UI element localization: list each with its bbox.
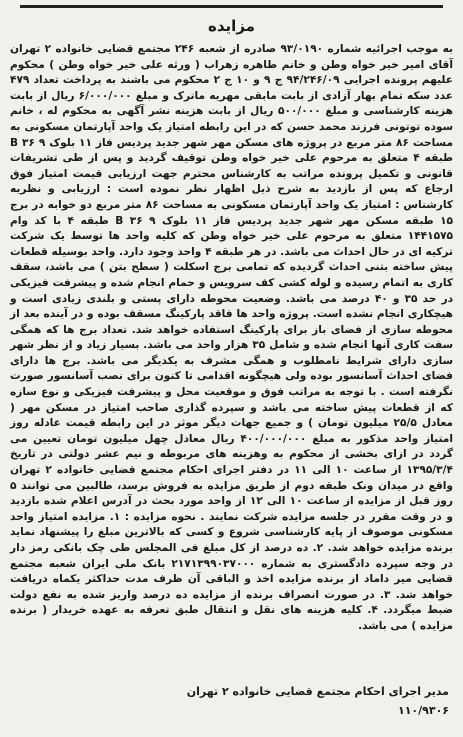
notice-body: به موجب اجرائیه شماره ۹۳/۰۱۹۰ صادره از شعبه ۲۴۶ مجتمع قضایی خانواده ۲ تهران آقای امیر خیر خواه وطن و خانم طاهره زهراب ( ورثه علی خیر خواه وطن ) محکوم علیهم پرونده اجرایی ۹۴/۲۴۶/۰۹ ج ۹ و ۱۰ ج ۲ محکوم می باشند به پرداخت تعداد ۴۷۹ عدد سکه تمام بهار آزادی از بابت مابقی مهریه ماترک و مبلغ ۶/۰۰۰/۰۰۰ ریال از بابت هزینه کارشناسی و مبلغ ۵۰۰/۰۰۰ ریال از بابت هزینه نشر آگهی به محکوم له ، خانم سوده توتونی فرزند محمد حسن که در این رابطه امتیاز یک واحد آپارتمان مسکونی به مساحت ۸۶ متر مربع در پروژه های مسکن مهر شهر جدید پردیس فاز ۱۱ بلوک B ۳۶ ۹ طبقه ۴ متعلق به مرحوم علی خیر خواه وطن توقیف گردید و پس از طی تشریفات قانونی و تکمیل پرونده مراتب به کارشناس محترم جهت ارزیابی قیمت امتیاز فوق ارجاع که پس از بازدید به شرح ذیل اظهار نظر نموده است : ارزیابی و نظریه کارشناس : امتیاز یک واحد آپارتمان مسکونی به مساحت ۸۶ متر مربع دو خوابه در برج ۱۵ طبقه مسکن مهر شهر جدید پردیس فاز ۱۱ بلوک B ۳۶ ۹ طبقه ۴ با کد وام ۱۴۴۱۵۷۵ متعلق به مرحوم علی خیر خواه وطن که کلیه واحد ها توسط یک شرکت ترکیه ای در حال احداث می باشد. در هر طبقه ۴ واحد وجود دارد. واحد بوسیله قطعات پیش ساخته بتنی احداث گردیده که تمامی برج اسکلت ( سطح بتن ) می باشد، سقف کاری به اتمام رسیده و لوله کشی کف سرویس و حمام انجام شده و پیشرفت فیزیکی در حد ۳۵ و ۴۰ درصد می باشد. وضعیت محوطه دارای پستی و بلندی زیادی است و هیچکاری انجام نشده است. پروژه واحد ها فاقد پارکینگ مسقف بوده و در آینده بعد از محوطه سازی از فضای باز برای پارکینگ استفاده خواهد شد. تعداد برج ها که همگی سفت کاری آنها انجام شده و شامل ۳۵ هزار واحد می باشد. بسیار زیاد و از نظر شهر سازی دارای شرایط نامطلوب و همگی مشرف به یکدیگر می باشد. برج ها دارای فضای احداث آسانسور بوده ولی هیچگونه اقدامی تا کنون برای نصب آسانسور صورت نگرفته است . با توجه به مراتب فوق و موقعیت محل و پیشرفت فیزیکی و نوع سازه که از قطعات پیش ساخته می باشد و سپرده گذاری صاحب امتیاز در مسکن مهر ( معادل ۲۵/۵ میلیون تومان ) و جمیع جهات دیگر موثر در این رابطه قیمت عادله روز امتیاز واحد مذکور به مبلغ ۴۰۰/۰۰۰/۰۰۰ ریال معادل چهل میلیون تومان تعیین می گردد در ازای بخشی از محکوم به وهزینه های مربوطه و نیم عشر دولتی در تاریخ ۱۳۹۵/۳/۴ از ساعت ۱۰ الی ۱۱ در دفتر اجرای احکام مجتمع قضایی خانواده ۲ تهران واقع در میدان ونک طبقه دوم از طریق مزایده به فروش برسد، طالبین می توانند ۵ روز قبل از مزایده از ساعت ۱۰ الی ۱۲ از واحد مورد بحث در آدرس اعلام شده بازدید و در وقت مقرر در جلسه مزایده شرکت نمایند . نحوه مزایده : ۱. مزایده امتیاز واحد مسکونی موصوف از پایه کارشناسی شروع و کسی که بالاترین مبلغ را پیشنهاد نماید برنده مزایده خواهد شد. ۲. ده درصد از کل مبلغ فی المجلس طی چک بانکی رمز دار در وجه سپرده دادگستری به شماره ۲۱۷۱۳۹۹۰۳۷۰۰۰ بانک ملی ایران شعبه مجتمع قضایی میر داماد از برنده مزایده اخذ و الباقی آن ظرف مدت حداکثر یکماه دریافت خواهد شد. ۳. در صورت انصراف برنده از مزایده ده درصد واریز شده به نفع دولت ضبط میگردد. ۴. کلیه هزینه های نقل و انتقال طبق تعرفه به عهده خریدار ( برنده مزایده ) می باشد.: [10, 43, 454, 632]
notice-title: مزایده: [208, 17, 255, 35]
top-divider: [20, 5, 443, 8]
signature-line: مدیر اجرای احکام مجتمع قضایی خانواده ۲ تهران: [186, 685, 449, 698]
reference-number: ۱۱۰/۹۳۰۶: [397, 704, 449, 717]
